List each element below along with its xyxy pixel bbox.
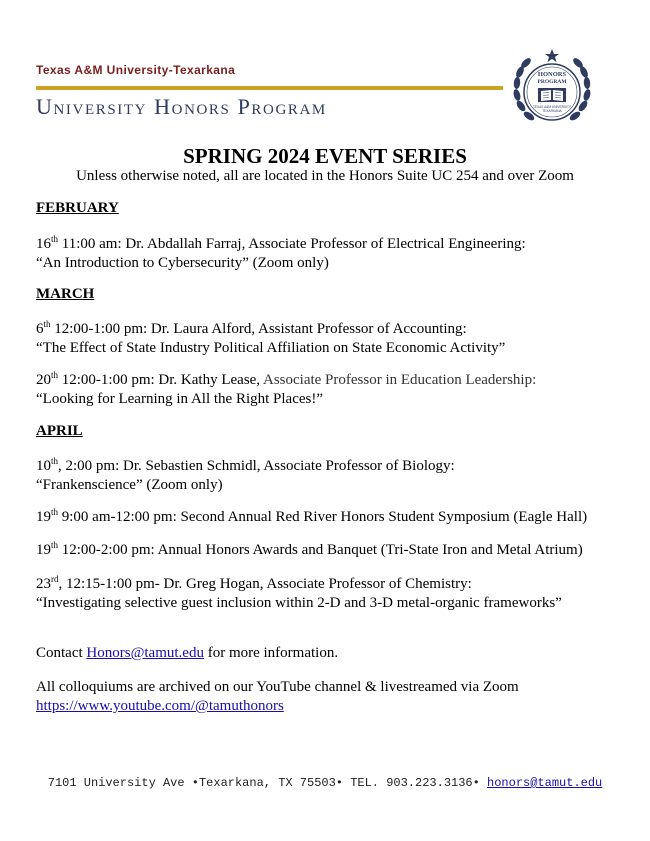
event-item bbox=[36, 371, 536, 409]
institution-name: Texas A&M University-Texarkana bbox=[36, 63, 236, 77]
event-item bbox=[36, 575, 562, 613]
event-details: 11:00 am: Dr. Abdallah Farraj, Associate Professor of Electrical Engineering: bbox=[58, 236, 526, 252]
event-day-suffix: th bbox=[51, 370, 59, 380]
event-day: 19 bbox=[36, 509, 51, 525]
event-talk-title: “The Effect of State Industry Political Affiliation on State Economic Activity” bbox=[36, 340, 506, 356]
star-icon bbox=[545, 49, 559, 62]
contact-line bbox=[36, 644, 338, 663]
footer-address bbox=[0, 776, 650, 790]
event-day-suffix: th bbox=[51, 507, 59, 517]
archive-text: All colloquiums are archived on our YouTube channel & livestreamed via Zoom bbox=[36, 679, 519, 695]
archive-note bbox=[36, 678, 519, 716]
footer-email-link[interactable]: honors@tamut.edu bbox=[487, 776, 603, 790]
svg-text:TEXARKANA: TEXARKANA bbox=[542, 109, 562, 113]
youtube-link[interactable]: https://www.youtube.com/@tamuthonors bbox=[36, 698, 284, 714]
event-details: , 2:00 pm: Dr. Sebastien Schmidl, Associate Professor of Biology: bbox=[58, 458, 455, 474]
event-day-suffix: th bbox=[51, 540, 59, 550]
page-title: SPRING 2024 EVENT SERIES bbox=[183, 144, 467, 168]
event-details: 12:00-1:00 pm: Dr. Laura Alford, Assistant Professor of Accounting: bbox=[50, 321, 467, 337]
event-day-suffix: rd bbox=[51, 574, 59, 584]
event-item bbox=[36, 320, 505, 358]
event-day: 6 bbox=[36, 321, 44, 337]
month-heading-march: MARCH bbox=[36, 286, 95, 302]
event-item bbox=[36, 457, 455, 495]
svg-text:PROGRAM: PROGRAM bbox=[537, 79, 567, 85]
event-day: 10 bbox=[36, 458, 51, 474]
event-day: 19 bbox=[36, 542, 51, 558]
event-item bbox=[36, 541, 583, 560]
event-details: 12:00-1:00 pm: Dr. Kathy Lease, bbox=[58, 372, 263, 388]
event-day: 20 bbox=[36, 372, 51, 388]
letterhead bbox=[0, 0, 650, 140]
event-details: 9:00 am-12:00 pm: Second Annual Red River Honors Student Symposium (Eagle Hall) bbox=[58, 509, 588, 525]
contact-email-link[interactable]: Honors@tamut.edu bbox=[86, 645, 204, 661]
footer-text: 7101 University Ave •Texarkana, TX 75503• TEL. 903.223.3136• bbox=[47, 776, 488, 790]
event-talk-title: “Looking for Learning in All the Right Places!” bbox=[36, 391, 324, 407]
event-day-suffix: th bbox=[51, 234, 59, 244]
gold-divider bbox=[36, 86, 503, 90]
svg-text:TEXAS A&M UNIVERSITY: TEXAS A&M UNIVERSITY bbox=[532, 105, 572, 109]
event-talk-title: “Investigating selective guest inclusion within 2-D and 3-D metal-organic frameworks” bbox=[36, 595, 562, 611]
contact-prefix: Contact bbox=[36, 645, 87, 661]
contact-suffix: for more information. bbox=[203, 645, 339, 661]
event-details-position: Associate Professor in Education Leadership: bbox=[262, 372, 537, 388]
event-talk-title: “An Introduction to Cybersecurity” (Zoom only) bbox=[36, 255, 329, 271]
event-talk-title: “Frankenscience” (Zoom only) bbox=[36, 477, 223, 493]
event-day-suffix: th bbox=[43, 319, 51, 329]
event-details: , 12:15-1:00 pm- Dr. Greg Hogan, Associate Professor of Chemistry: bbox=[58, 576, 472, 592]
event-day: 23 bbox=[36, 576, 51, 592]
event-day-suffix: th bbox=[51, 456, 59, 466]
month-heading-april: APRIL bbox=[36, 423, 83, 439]
svg-text:HONORS: HONORS bbox=[537, 71, 567, 78]
event-item bbox=[36, 508, 587, 527]
event-details: 12:00-2:00 pm: Annual Honors Awards and Banquet (Tri-State Iron and Metal Atrium) bbox=[58, 542, 583, 558]
event-item bbox=[36, 235, 526, 273]
event-day: 16 bbox=[36, 236, 51, 252]
month-heading-february: FEBRUARY bbox=[36, 200, 119, 216]
page-subtitle: Unless otherwise noted, all are located in the Honors Suite UC 254 and over Zoom bbox=[76, 168, 574, 184]
open-book-icon bbox=[538, 88, 566, 102]
honors-seal-logo bbox=[508, 46, 596, 134]
program-name: University Honors Program bbox=[36, 94, 327, 119]
